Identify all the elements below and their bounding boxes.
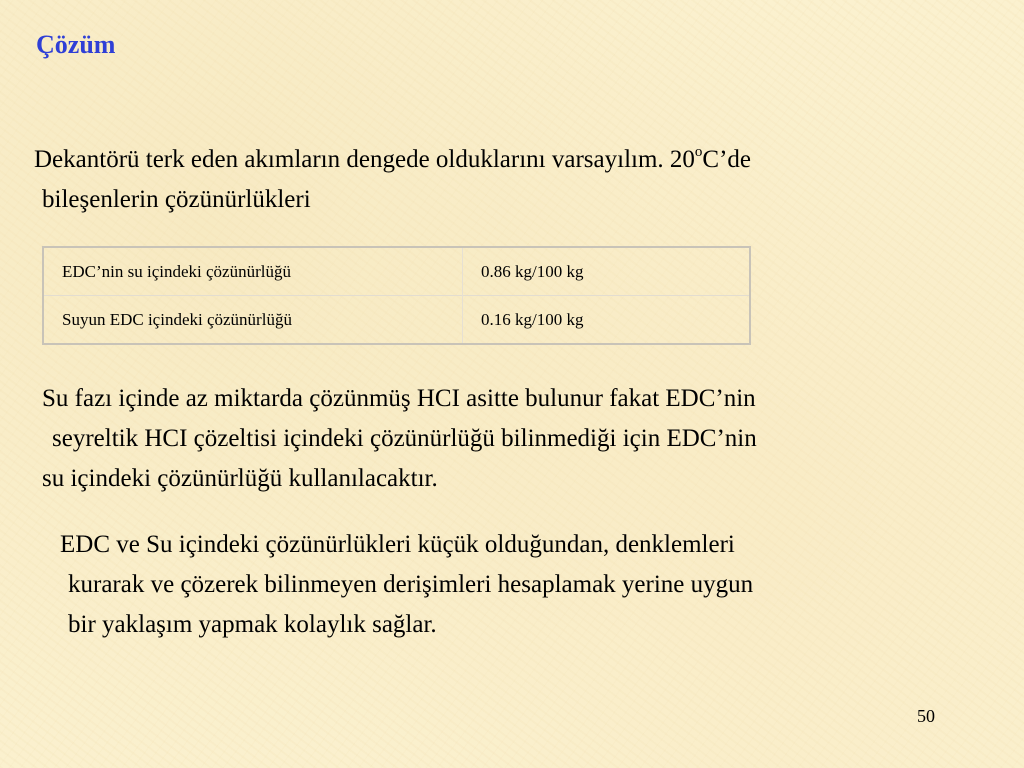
- paragraph-approximation: [60, 525, 753, 645]
- paragraph-approximation-line-1: EDC ve Su içindeki çözünürlükleri küçük olduğundan, denklemleri: [60, 531, 735, 558]
- page-number: 50: [917, 706, 935, 726]
- table-cell-value: 0.86 kg/100 kg: [481, 261, 584, 281]
- paragraph-hci-line-3: su içindeki çözünürlüğü kullanılacaktır.: [42, 465, 438, 492]
- table-cell-label: EDC’nin su içindeki çözünürlüğü: [43, 247, 463, 296]
- assumption-text: Dekantörü terk eden akımların dengede olduklarını varsayılım. 20: [34, 146, 695, 173]
- degree-superscript: o: [694, 143, 703, 160]
- table-row: [43, 247, 750, 296]
- paragraph-hci-line-1: Su fazı içinde az miktarda çözünmüş HCI asitte bulunur fakat EDC’nin: [42, 385, 756, 412]
- paragraph-assumption-line-1: [34, 140, 751, 180]
- solubility-table: [42, 246, 751, 345]
- paragraph-assumption: [34, 140, 751, 220]
- paragraph-approximation-line-3: bir yaklaşım yapmak kolaylık sağlar.: [68, 611, 437, 638]
- assumption-text-tail: C’de: [702, 146, 752, 173]
- paragraph-hci: [42, 379, 757, 499]
- table-cell-value: 0.16 kg/100 kg: [463, 296, 751, 345]
- slide-title: Çözüm: [36, 30, 116, 59]
- paragraph-hci-line-2: seyreltik HCI çözeltisi içindeki çözünürlüğü bilinmediği için EDC’nin: [52, 425, 757, 452]
- paragraph-assumption-line-2: bileşenlerin çözünürlükleri: [42, 186, 311, 213]
- paragraph-approximation-line-2: kurarak ve çözerek bilinmeyen derişimleri hesaplamak yerine uygun: [68, 571, 754, 598]
- table-cell-label: Suyun EDC içindeki çözünürlüğü: [43, 296, 463, 345]
- table-row: [43, 296, 750, 345]
